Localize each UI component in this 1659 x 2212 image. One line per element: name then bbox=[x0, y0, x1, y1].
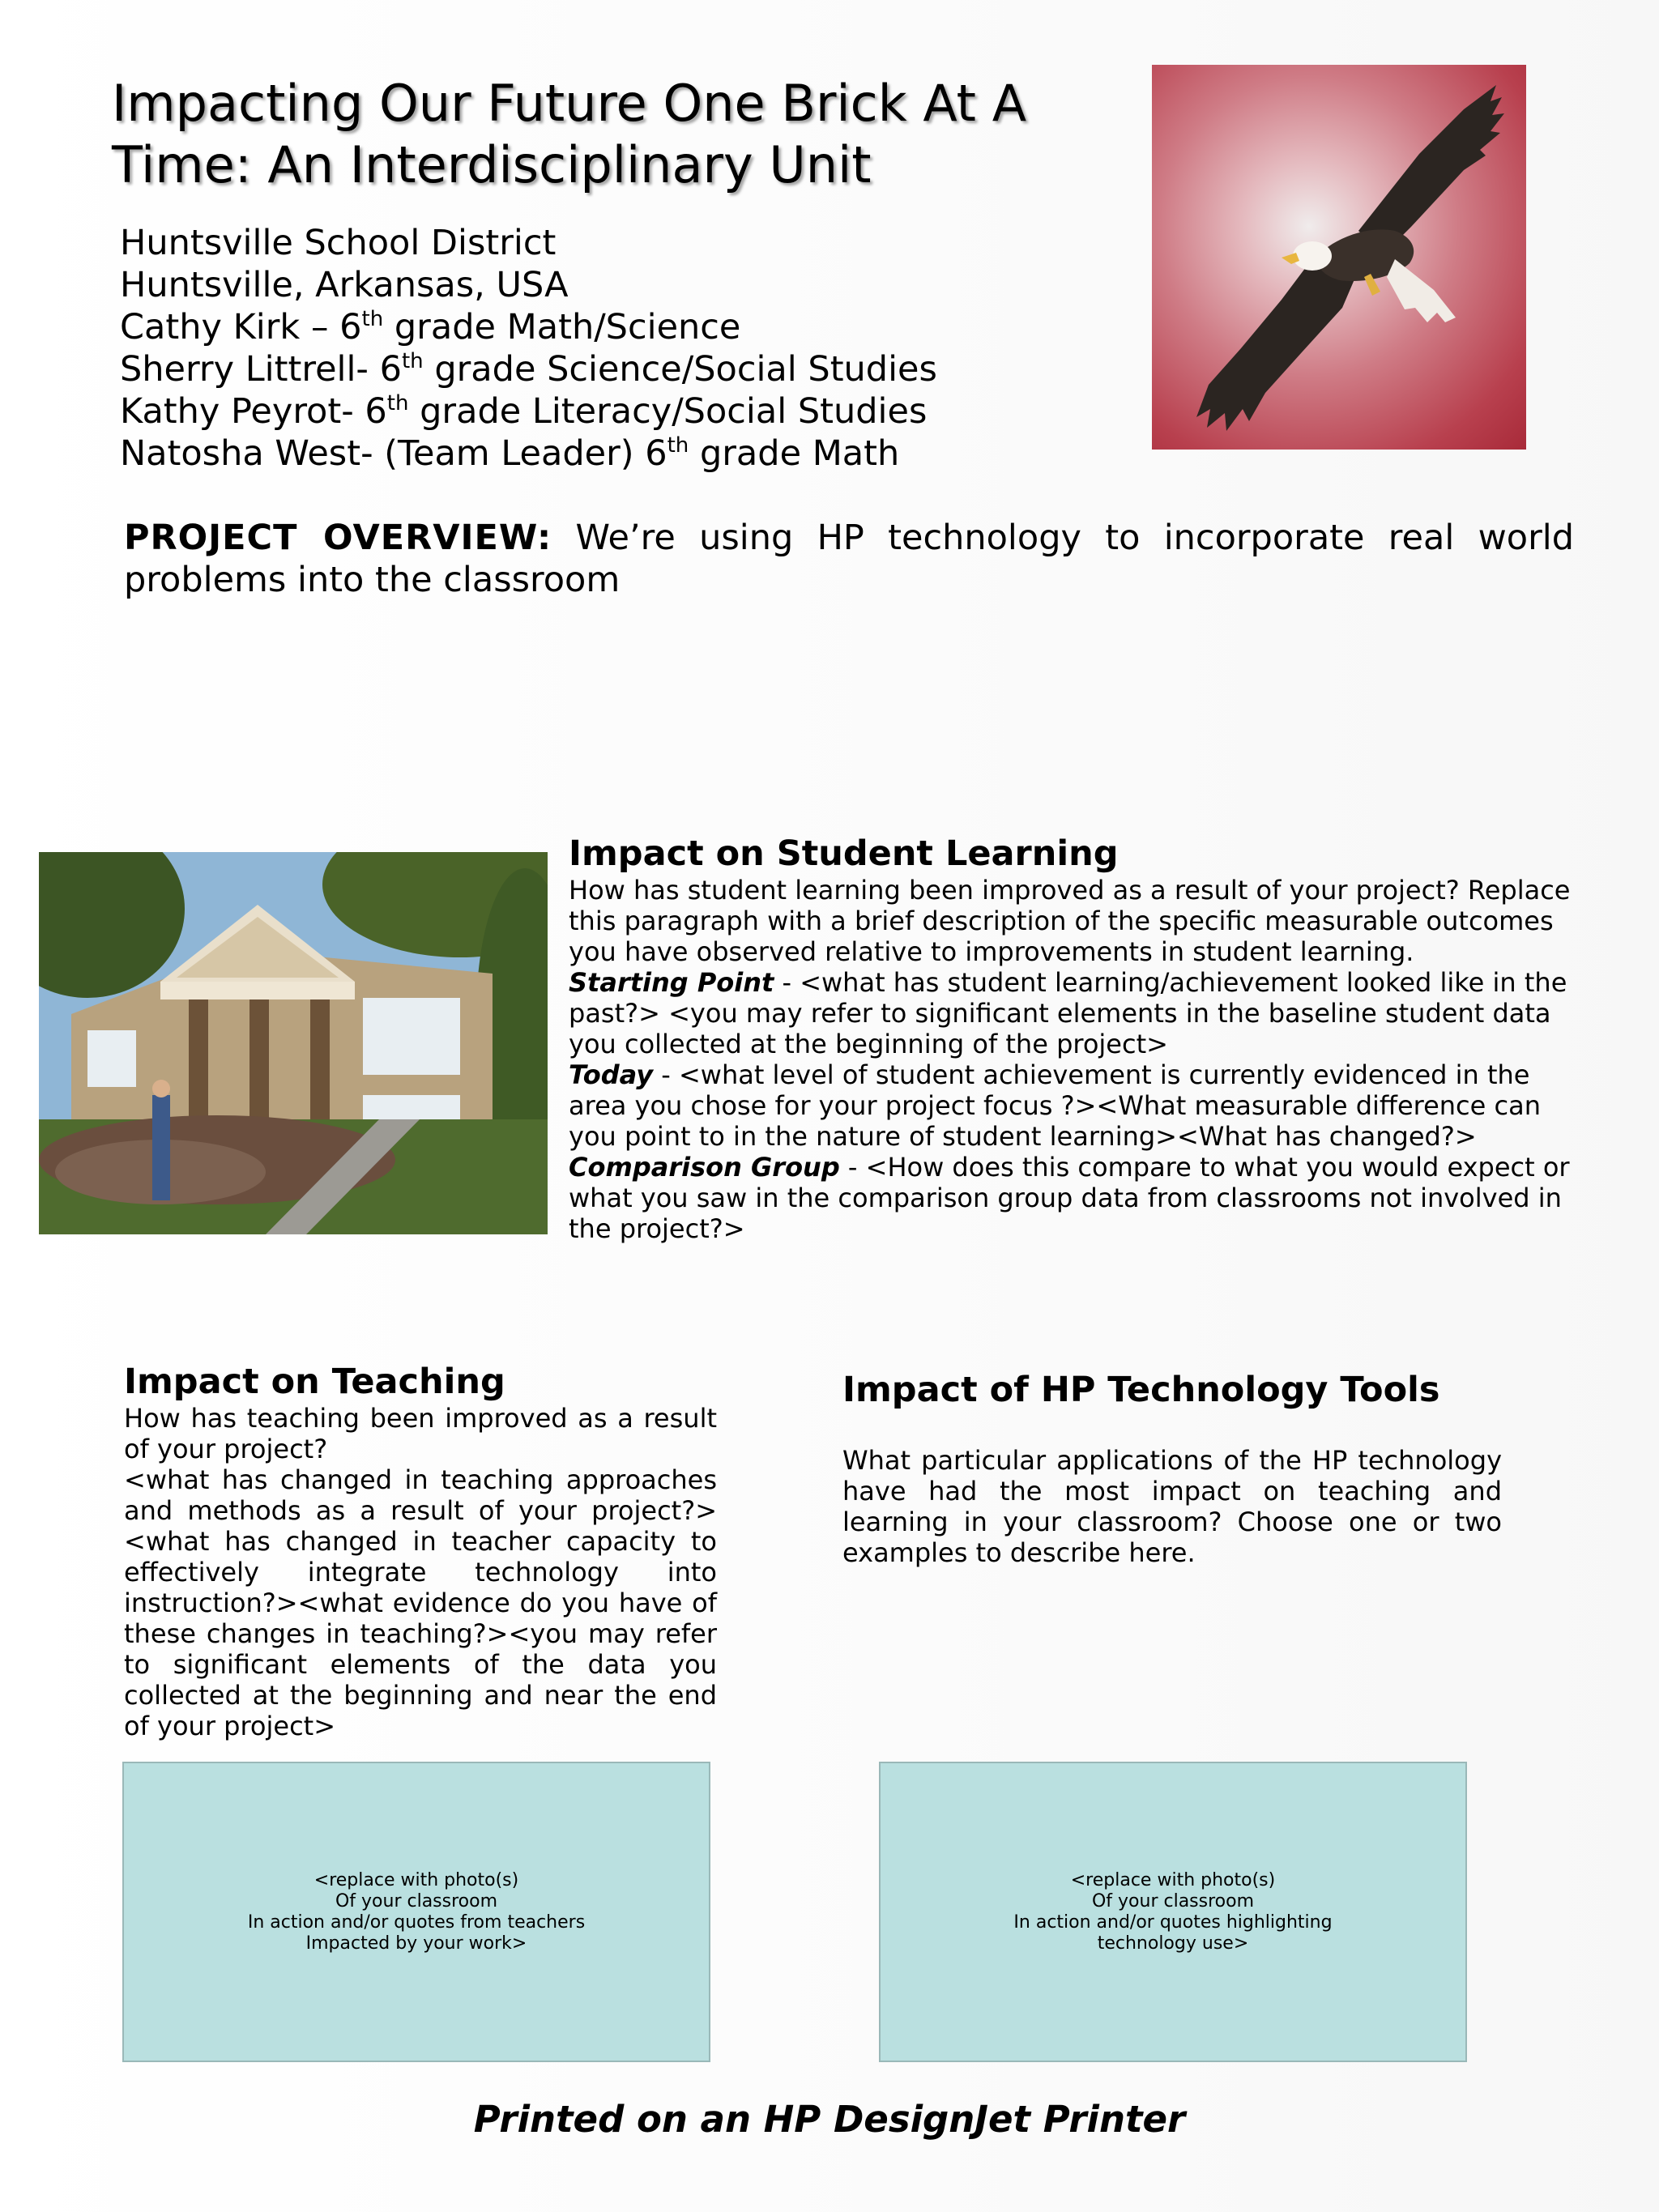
placeholder-line: technology use> bbox=[1097, 1933, 1249, 1954]
staff-line: Sherry Littrell- 6th grade Science/Social Studies bbox=[120, 349, 937, 390]
placeholder-line: <replace with photo(s) bbox=[1070, 1869, 1276, 1890]
hp-tools-section bbox=[842, 1369, 1502, 1568]
staff-line: Kathy Peyrot- 6th grade Literacy/Social Studies bbox=[120, 391, 928, 432]
placeholder-line: <replace with photo(s) bbox=[313, 1869, 519, 1890]
teaching-heading: Impact on Teaching bbox=[124, 1362, 505, 1402]
placeholder-line: Of your classroom bbox=[335, 1890, 498, 1912]
overview-label: PROJECT OVERVIEW: bbox=[124, 518, 552, 558]
student-learning-heading: Impact on Student Learning bbox=[569, 833, 1119, 874]
staff-line: Cathy Kirk – 6th grade Math/Science bbox=[120, 307, 741, 347]
photo-placeholder-technology bbox=[879, 1762, 1467, 2062]
eagle-icon bbox=[1152, 65, 1526, 450]
staff-line: Natosha West- (Team Leader) 6th grade Math bbox=[120, 433, 900, 474]
hp-tools-heading: Impact of HP Technology Tools bbox=[842, 1370, 1440, 1410]
teaching-section bbox=[124, 1361, 717, 1741]
school-photo bbox=[39, 852, 548, 1234]
page-title: Impacting Our Future One Brick At A Time: An Interdisciplinary Unit bbox=[112, 74, 1027, 194]
eagle-photo bbox=[1152, 65, 1526, 450]
teaching-question: How has teaching been improved as a result of your project? bbox=[124, 1403, 717, 1464]
teaching-body: <what has changed in teaching approaches and methods as a result of your project?><what has changed in teacher capacity to effectively integrate technology into instruction?><what evidence do you have of these changes in teaching?><you may refer to significant elements of the data you collected at the beginning and near the end of your project> bbox=[124, 1464, 717, 1741]
student-learning-section bbox=[569, 833, 1573, 1244]
student-learning-intro: How has student learning been improved as a result of your project? Replace this paragraph with a brief description of the specific measurable outcomes you have observed relative to improvements in student learning. bbox=[569, 875, 1571, 967]
photo-placeholder-teachers bbox=[122, 1762, 710, 2062]
starting-point-paragraph: Starting Point - <what has student learning/achievement looked like in the past?> <you may refer to significant elements in the baseline student data you collected at the beginning of the project> bbox=[569, 967, 1567, 1059]
placeholder-line: Impacted by your work> bbox=[305, 1933, 527, 1954]
placeholder-line: Of your classroom bbox=[1091, 1890, 1255, 1912]
overview-text: We’re using HP technology to incorporate real world problems into the classroom bbox=[124, 518, 1575, 600]
today-paragraph: Today - <what level of student achievement is currently evidenced in the area you chose for your project focus ?><What measurable difference can you point to in the nature of student learning><What has changed?> bbox=[569, 1059, 1541, 1152]
school-building-icon bbox=[39, 852, 548, 1234]
placeholder-line: In action and/or quotes highlighting bbox=[1013, 1912, 1333, 1933]
school-info bbox=[120, 222, 937, 475]
footer-printed-note: Printed on an HP DesignJet Printer bbox=[473, 2098, 1186, 2141]
placeholder-line: In action and/or quotes from teachers bbox=[247, 1912, 586, 1933]
hp-tools-body: What particular applications of the HP technology have had the most impact on teaching and learning in your classroom? Choose one or two examples to describe here. bbox=[842, 1445, 1502, 1568]
project-overview bbox=[124, 517, 1574, 601]
district-location: Huntsville, Arkansas, USA bbox=[120, 265, 569, 305]
district-name: Huntsville School District bbox=[120, 223, 557, 263]
comparison-group-paragraph: Comparison Group - <How does this compare to what you would expect or what you saw in the comparison group data from classrooms not involved in the project?> bbox=[569, 1152, 1570, 1244]
